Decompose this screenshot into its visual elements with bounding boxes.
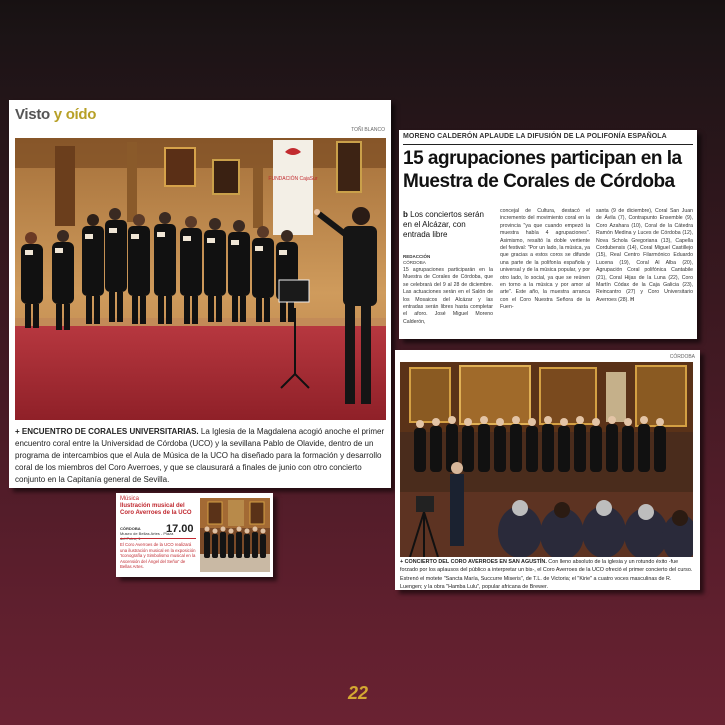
- agenda-description: El Coro Averroes de la UCO realizará una ilustración musical en la exposición 'Iconografía y Simbolismo musical en la Ascensión del Ángel del Señor' de Bellas Artes.: [120, 542, 196, 570]
- byline: [403, 254, 493, 266]
- end-mark: H: [630, 296, 634, 303]
- caption-body: La Iglesia de la Magdalena acogió anoche el primer encuentro coral entre la Universidad de Córdoba (UCO) y la sevillana Pablo de Olavide, dentro de un programa de intercambios que el Aula de Música de la UCO ha diseñado para la formación y desarrollo coral de los miembros del Coro Averroes, y que se clausurará a finales de junio con otro concierto conjunto en la Capitanía general de Sevilla.: [15, 427, 385, 484]
- page-number: 22: [348, 683, 369, 703]
- clipping-encuentro-corales: [9, 100, 391, 488]
- agenda-section: Música: [120, 496, 140, 502]
- clipping-coro-averroes: [395, 350, 700, 590]
- caption-coro-averroes: [400, 558, 695, 590]
- subhead-text: Los conciertos serán en el Alcázar, con entrada libre: [403, 210, 484, 239]
- photo-credit: TOÑI BLANCO: [351, 127, 385, 133]
- agenda-photo-drawing: [200, 498, 270, 572]
- agenda-separator: [120, 538, 196, 539]
- article-column-3-text: santa (9 de diciembre), Coral San Juan de Ávila (7), Contrapunto Ensemble (9), Coro Azahara (10), Coral de la Cátedra Ramón Medina y Luces de Córdoba (12), Nova Schola Gregoriana (13), Capella Cordubensis (14), Coral Miguel Castillejo (15), Real Centro Filarmónico Eduardo Lucena (19), Coral Al Alba (20), Agrupación Coral polifónica Cantabile (21), Coral Hijas de la Luna (22), Coro Martín Códax de la Caja Galicia (23), Reincantro (27) y Coro Universitario Averroes (28).: [596, 208, 693, 303]
- caption-body: Con lleno absoluto de la iglesia y un rotundo éxito -fue forzado por los aplausos del público a interpretar un bis-, el Coro Averroes de la UCO ofreció el primer concierto del curso. Estrenó el motete "Sancta María, Succurre Miseris", de T.L. de Victoria; el "Kirie" a cuatro voces masculinas de R. Luengen; y la obra "Hamba Lulu", popular africana de Brewer.: [400, 559, 693, 590]
- article-column-2: concejal de Cultura, destacó el incremento del movimiento coral en la provincia "ya que cuando empezó la muestra había 4 agrupaciones". Asimismo, resaltó la doble vertiente del festival: "Por un lado, la música, ya que gracias a estos coros se difunde una parte de la polifonía española y universal y de la música popular, y por otro lado, lo social, ya que se reúnen en torno a la música y por amor al arte". Este año, la muestra arranca con el Coro Nuestra Señora de la Fuen-: [500, 208, 590, 311]
- caption-encuentro: [15, 426, 385, 486]
- kicker: MORENO CALDERÓN APLAUDE LA DIFUSIÓN DE LA POLIFONÍA ESPAÑOLA: [403, 133, 667, 140]
- clipping-agenda-musica: [116, 493, 273, 577]
- venue-name: CÓRDOBA: [120, 526, 141, 531]
- banner-text: FUNDACIÓN CajaSur: [268, 176, 318, 182]
- article-column-3: [596, 208, 693, 304]
- section-heading-gold: y oído: [53, 106, 97, 123]
- concert-photo-san-agustin: [400, 362, 693, 557]
- choir-photo-magdalena: [15, 138, 386, 420]
- agenda-photo: [200, 498, 270, 572]
- venue-detail: Museo de Bellas Artes - Plaza: [120, 531, 174, 536]
- caption-lead: + CONCIERTO DEL CORO AVERROES EN SAN AGUSTÍN.: [400, 559, 547, 565]
- choir-photo-drawing: [15, 138, 386, 420]
- subhead-bullet: b: [403, 210, 408, 219]
- agenda-title: Ilustración musical del Coro Averroes de la UCO: [120, 503, 192, 516]
- section-heading: [15, 106, 96, 123]
- photo-credit: CÓRDOBA: [669, 354, 695, 360]
- headline: 15 agrupaciones participan en la Muestra de Corales de Córdoba: [403, 148, 682, 192]
- agenda-time: 17.00: [166, 523, 194, 535]
- clipping-muestra-corales: [399, 130, 697, 339]
- byline-name: REDACCIÓN: [403, 254, 431, 259]
- byline-place: CÓRDOBA: [403, 260, 426, 265]
- concert-photo-drawing: [400, 362, 693, 557]
- article-column-1: 15 agrupaciones participarán en la Muestra de Corales de Córdoba, que se celebrará del 9 al 28 de diciembre. Las actuaciones serán en el Salón de los Mosaicos del Alcázar y las entradas serán libres hasta completar el aforo. José Miguel Moreno Calderón,: [403, 267, 493, 325]
- caption-lead: + ENCUENTRO DE CORALES UNIVERSITARIAS.: [15, 427, 199, 436]
- subheadline: [403, 210, 493, 240]
- kicker-rule: [403, 144, 693, 145]
- section-heading-gray: Visto: [15, 106, 50, 123]
